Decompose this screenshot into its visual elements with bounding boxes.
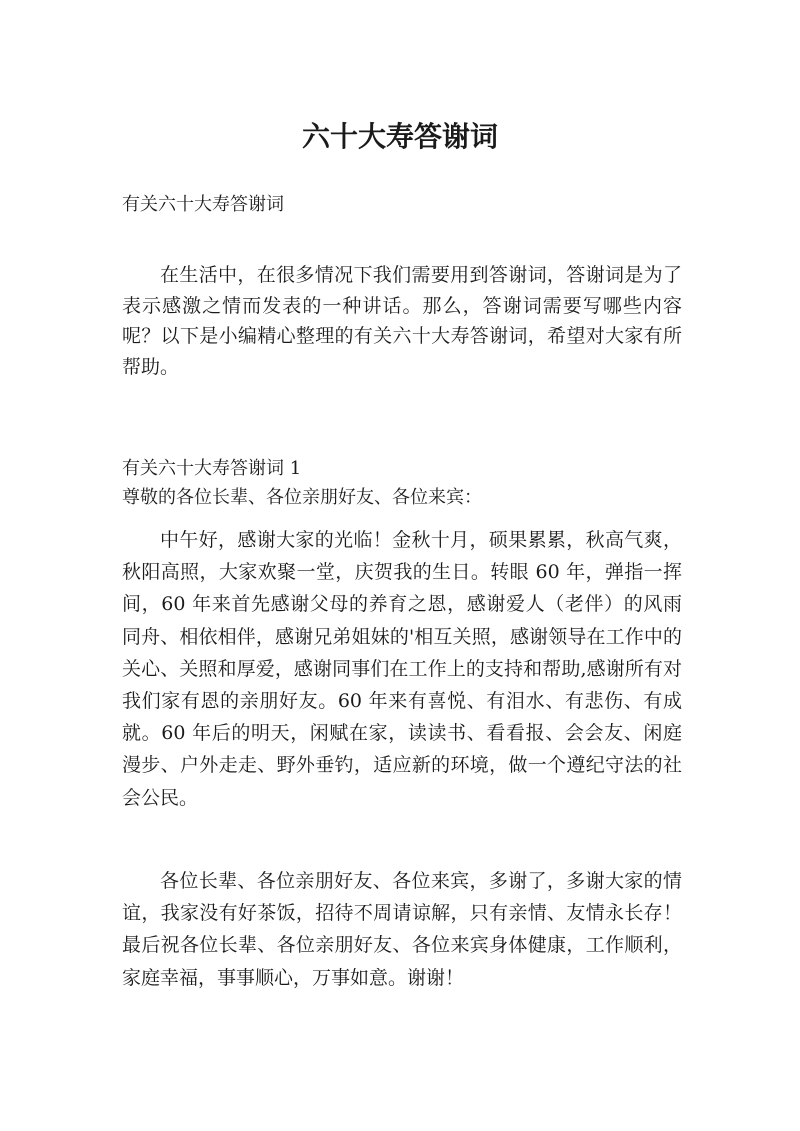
body-paragraph-2: 各位长辈、各位亲朋好友、各位来宾，多谢了，多谢大家的情谊，我家没有好茶饭，招待不周请谅解，只有亲情、友情永长存！最后祝各位长辈、各位亲朋好友、各位来宾身体健康，工作顺利，家庭幸福，事事顺心，万事如意。谢谢！: [122, 870, 682, 989]
intro-paragraph: 在生活中，在很多情况下我们需要用到答谢词，答谢词是为了表示感激之情而发表的一种讲话。那么，答谢词需要写哪些内容呢？以下是小编精心整理的有关六十大寿答谢词，希望对大家有所帮助。: [122, 264, 682, 378]
intro-heading: 有关六十大寿答谢词: [122, 194, 284, 215]
salutation: 尊敬的各位长辈、各位亲朋好友、各位来宾：: [122, 487, 482, 508]
document-title: 六十大寿答谢词: [301, 119, 498, 153]
body-paragraph-1: 中午好，感谢大家的光临！金秋十月，硕果累累，秋高气爽，秋阳高照，大家欢聚一堂，庆贺我的生日。转眼 60 年，弹指一挥间，60 年来首先感谢父母的养育之恩，感谢爱人（老伴）的风雨同舟、相依相伴，感谢兄弟姐妹的'相互关照，感谢领导在工作中的关心、关照和厚爱，感谢同事们在工作上的支持和帮助,感谢所有对我们家有恩的亲朋好友。60 年来有喜悦、有泪水、有悲伤、有成就。60 年后的明天，闲赋在家，读读书、看看报、会会友、闲庭漫步、户外走走、野外垂钓，适应新的环境，做一个遵纪守法的社会公民。: [122, 529, 682, 809]
section-heading: 有关六十大寿答谢词 1: [122, 458, 302, 479]
